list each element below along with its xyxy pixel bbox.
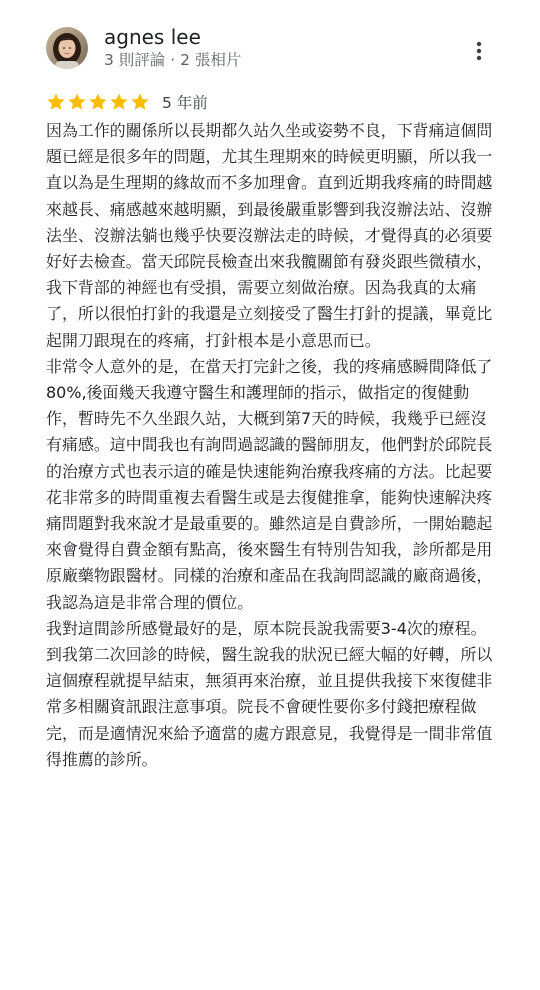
more-vert-icon [476, 41, 482, 61]
rating-row [46, 90, 208, 114]
review-date: 5 年前 [162, 94, 208, 112]
star-icon [130, 92, 150, 112]
review-text [46, 118, 496, 773]
author-name[interactable]: agnes lee [104, 25, 201, 49]
avatar[interactable] [46, 27, 88, 69]
author-meta[interactable]: 3 則評論 · 2 張相片 [104, 51, 242, 69]
star-icon [88, 92, 108, 112]
review-paragraph: 非常令人意外的是，在當天打完針之後，我的疼痛感瞬間降低了80%,後面幾天我遵守醫生和護理師的指示，做指定的復健動作，暫時先不久坐跟久站，大概到第7天的時候，我幾乎已經沒有痛感。這中間我也有詢問過認識的醫師朋友，他們對於邱院長的治療方式也表示這的確是快速能夠治療我疼痛的方法。比起要花非常多的時間重複去看醫生或是去復健推拿，能夠快速解決疼痛問題對我來說才是最重要的。雖然這是自費診所，一開始聽起來會覺得自費金額有點高，後來醫生有特別告知我，診所都是用原廠藥物跟醫材。同樣的治療和產品在我詢問認識的廠商過後，我認為這是非常合理的價位。 [46, 356, 493, 612]
review-header [0, 0, 540, 80]
star-icon [67, 92, 87, 112]
star-icon [46, 92, 66, 112]
star-rating [46, 92, 150, 112]
star-icon [109, 92, 129, 112]
review-paragraph: 我對這間診所感覺最好的是，原本院長說我需要3-4次的療程。到我第二次回診的時候，醫生說我的狀況已經大幅的好轉，所以這個療程就提早結束，無須再來治療，並且提供我接下來復健非常多相關資訊跟注意事項。院長不會硬性要你多付錢把療程做完，而是適情況來給予適當的處方跟意見，我覺得是一間非常值得推薦的診所。 [46, 618, 493, 769]
review-paragraph: 因為工作的關係所以長期都久站久坐或姿勢不良，下背痛這個問題已經是很多年的問題，尤其生理期來的時候更明顯，所以我一直以為是生理期的緣故而不多加理會。直到近期我疼痛的時間越來越長、痛感越來越明顯，到最後嚴重影響到我沒辦法站、沒辦法坐、沒辦法躺也幾乎快要沒辦法走的時候，才覺得真的必須要好好去檢查。當天邱院長檢查出來我髖關節有發炎跟些微積水，我下背部的神經也有受損，需要立刻做治療。因為我真的太痛了，所以很怕打針的我還是立刻接受了醫生打針的提議，畢竟比起開刀跟現在的疼痛，打針根本是小意思而已。 [46, 121, 493, 350]
more-options-button[interactable] [466, 36, 492, 66]
